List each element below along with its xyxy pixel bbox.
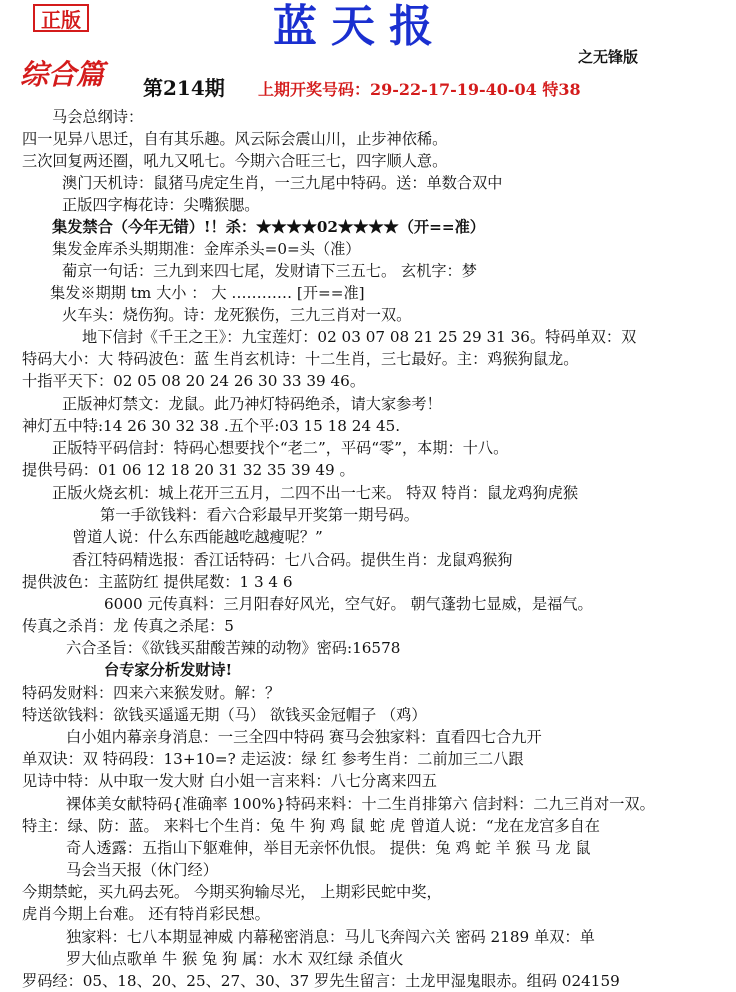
text-line: 特主：绿、防：蓝。 来料七个生肖：兔 牛 狗 鸡 鼠 蛇 虎 曾道人说：“龙在龙宫多自在: [22, 817, 600, 835]
text-line: 特码发财料：四来六来猴发财。解：？: [22, 684, 281, 702]
text-line: 曾道人说：什么东西能越吃越瘦呢？”: [72, 528, 323, 546]
text-line: 裸体美女献特码{准确率 100%}特码来料：十二生肖排第六 信封料：二九三肖对一双。: [66, 795, 655, 813]
section-title: 综合篇: [20, 58, 105, 91]
text-line: 正版特平码信封：特码心想要找个“老二”，平码“零”，本期：十八。: [52, 439, 509, 457]
edition-label: 之无锋版: [578, 48, 639, 66]
text-line: 今期禁蛇，买九码去死。 今期买狗输尽光， 上期彩民蛇中奖，: [22, 883, 442, 901]
genuine-badge: 正版: [33, 4, 89, 32]
text-line: 十指平天下：02 05 08 20 24 26 30 33 39 46。: [22, 372, 366, 390]
newspaper-title: 蓝天报: [273, 1, 447, 52]
text-line: 独家料：七八本期显神威 内幕秘密消息：马儿飞奔闯六关 密码 2189 单双：单: [66, 928, 595, 946]
text-line: 特码大小：大 特码波色：蓝 生肖玄机诗：十二生肖，三七最好。主：鸡猴狗鼠龙。: [22, 350, 579, 368]
text-line: 神灯五中特:14 26 30 32 38 .五个平:03 15 18 24 45.: [22, 417, 401, 435]
last-draw-numbers: 上期开奖号码：29-22-17-19-40-04 特38: [258, 80, 581, 99]
text-line: 特送欲钱料：欲钱买遥遥无期（马） 欲钱买金冠帽子 （鸡）: [22, 706, 427, 724]
text-line: 白小姐内幕亲身消息：一三全四中特码 赛马会独家料：直看四七合九开: [66, 728, 542, 746]
text-line: 地下信封《千王之王》：九宝莲灯：02 03 07 08 21 25 29 31 36。特码单双：双: [82, 328, 637, 346]
text-line: 正版神灯禁文：龙鼠。此乃神灯特码绝杀，请大家参考！: [62, 395, 442, 413]
text-line: 正版火烧玄机：城上花开三五月，二四不出一七来。 特双 特肖：鼠龙鸡狗虎猴: [52, 484, 579, 502]
text-line: 单双诀：双 特码段：13+10=? 走运波：绿 红 参考生肖：二前加三二八跟: [22, 750, 524, 768]
text-line: 马会总纲诗：: [52, 108, 144, 126]
text-line: 集发禁合（今年无错）!！杀：★★★★02★★★★（开==准）: [52, 218, 485, 236]
text-line: 见诗中特：从中取一发大财 白小姐一言来料：八七分离来四五: [22, 772, 437, 790]
text-line: 虎肖今期上台难。 还有特肖彩民想。: [22, 905, 270, 923]
text-line: 台专家分析发财诗!: [104, 661, 233, 679]
text-line: 马会当天报（休门经）: [66, 861, 218, 879]
text-line: 集发金库杀头期期准：金库杀头=0=头（准）: [52, 240, 361, 258]
text-line: 澳门天机诗：鼠猪马虎定生肖，一三九尾中特码。送：单数合双中: [62, 174, 503, 192]
text-line: 葡京一句话：三九到来四七尾，发财请下三五七。 玄机字：梦: [62, 262, 477, 280]
text-line: 6000 元传真料：三月阳春好风光，空气好。 朝气蓬勃七显威，是福气。: [104, 595, 593, 613]
text-line: 火车头：烧伤狗。诗：龙死猴伤，三九三肖对一双。: [62, 306, 412, 324]
text-line: 第一手欲钱料：看六合彩最早开奖第一期号码。: [100, 506, 419, 524]
text-line: 提供波色：主蓝防红 提供尾数：1 3 4 6: [22, 573, 293, 591]
text-line: 传真之杀肖：龙 传真之杀尾：5: [22, 617, 234, 635]
text-line: 六合圣旨：《欲钱买甜酸苦辣的动物》密码:16578: [66, 639, 401, 657]
issue-number: 第214期: [143, 76, 225, 100]
text-line: 奇人透露：五指山下躯难伸，举目无亲怀仇恨。 提供：兔 鸡 蛇 羊 猴 马 龙 鼠: [66, 839, 591, 857]
text-line: 罗大仙点歌单 牛 猴 兔 狗 属：水木 双红绿 杀值火: [66, 950, 404, 968]
text-line: 正版四字梅花诗：尖嘴猴腮。: [62, 196, 260, 214]
text-line: 罗码经：05、18、20、25、27、30、37 罗先生留言：土龙甲湿鬼眼赤。组码 024159: [22, 972, 620, 990]
text-line: 四一见异八思迁，自有其乐趣。风云际会震山川，止步神依稀。: [22, 130, 448, 148]
text-line: 集发※期期 tm 大小 ： 大 ………… [开==准]: [50, 284, 365, 302]
text-line: 提供号码：01 06 12 18 20 31 32 35 39 49 。: [22, 461, 355, 479]
text-line: 香江特码精选报：香江话特码：七八合码。提供生肖：龙鼠鸡猴狗: [72, 551, 513, 569]
text-line: 三次回复两还圈，吼九又吼七。今期六合旺三七，四字顺人意。: [22, 152, 448, 170]
